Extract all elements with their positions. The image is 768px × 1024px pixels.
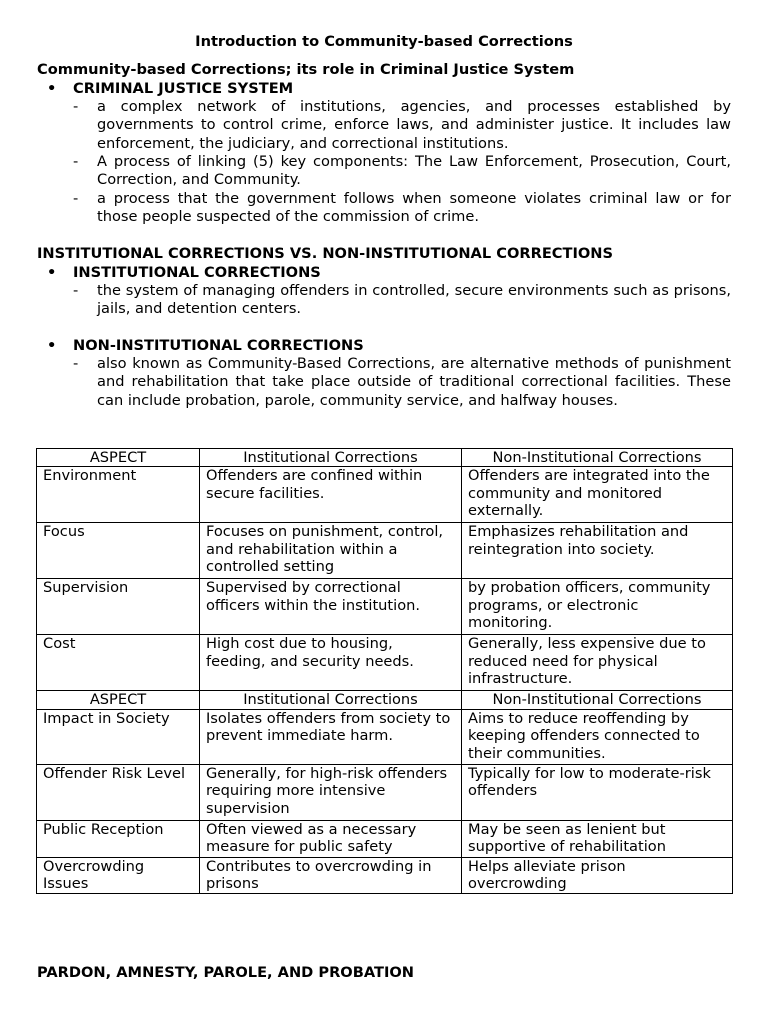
header-cell: Non-Institutional Corrections <box>462 691 733 709</box>
dash-icon: - <box>73 190 79 207</box>
bullet-label: NON-INSTITUTIONAL CORRECTIONS <box>73 337 364 354</box>
table-row <box>37 579 733 635</box>
table-cell: by probation officers, community programs, or electronic monitoring. <box>462 579 733 635</box>
table-cell: Focus <box>37 523 200 579</box>
bullet-label: CRIMINAL JUSTICE SYSTEM <box>73 80 294 97</box>
table-cell: Impact in Society <box>37 709 200 764</box>
bullet-institutional-corrections <box>47 264 321 281</box>
dash-icon: - <box>73 153 79 170</box>
document-title: Introduction to Community-based Corrections <box>195 33 573 50</box>
list-item-text: A process of linking (5) key components: The Law Enforcement, Prosecution, Court, Correction, and Community. <box>97 153 731 189</box>
bullet-icon: • <box>47 80 57 97</box>
list-item-text: a process that the government follows when someone violates criminal law or for those people suspected of the commission of crime. <box>97 190 731 226</box>
table-cell: Supervised by correctional officers within the institution. <box>200 579 462 635</box>
table-cell: Generally, for high-risk offenders requiring more intensive supervision <box>200 764 462 820</box>
dash-icon: - <box>73 355 79 372</box>
list-item-text: also known as Community-Based Corrections, are alternative methods of punishment and rehabilitation that take place outside of traditional correctional facilities. These can include probation, parole, community service, and halfway houses. <box>97 355 731 409</box>
table-cell: Often viewed as a necessary measure for public safety <box>200 820 462 857</box>
list-item <box>73 98 731 153</box>
header-cell: Institutional Corrections <box>200 449 462 467</box>
table-cell: Overcrowding Issues <box>37 857 200 893</box>
table-cell: Cost <box>37 635 200 691</box>
dash-icon: - <box>73 98 79 115</box>
table-header-row <box>37 449 733 467</box>
table-row <box>37 635 733 691</box>
table-row <box>37 709 733 764</box>
table-cell: Offenders are integrated into the community and monitored externally. <box>462 467 733 523</box>
list-item <box>73 190 731 227</box>
table-cell: Focuses on punishment, control, and rehabilitation within a controlled setting <box>200 523 462 579</box>
table-row <box>37 523 733 579</box>
list-item <box>73 282 731 319</box>
table-cell: Environment <box>37 467 200 523</box>
bullet-icon: • <box>47 264 57 281</box>
section3-heading: PARDON, AMNESTY, PAROLE, AND PROBATION <box>37 964 415 981</box>
table-row <box>37 857 733 893</box>
table-cell: Supervision <box>37 579 200 635</box>
table-cell: May be seen as lenient but supportive of rehabilitation <box>462 820 733 857</box>
table-cell: Generally, less expensive due to reduced need for physical infrastructure. <box>462 635 733 691</box>
bullet-non-institutional-corrections <box>47 337 364 354</box>
table-cell: Aims to reduce reoffending by keeping offenders connected to their communities. <box>462 709 733 764</box>
table-header-row <box>37 691 733 709</box>
header-cell: Non-Institutional Corrections <box>462 449 733 467</box>
dash-icon: - <box>73 282 79 299</box>
table-row <box>37 820 733 857</box>
header-cell: ASPECT <box>37 691 200 709</box>
table-cell: Emphasizes rehabilitation and reintegration into society. <box>462 523 733 579</box>
list-item <box>73 153 731 190</box>
section2-heading: INSTITUTIONAL CORRECTIONS VS. NON-INSTITUTIONAL CORRECTIONS <box>37 245 614 262</box>
bullet-criminal-justice-system <box>47 80 293 97</box>
bullet-label: INSTITUTIONAL CORRECTIONS <box>73 264 321 281</box>
header-cell: ASPECT <box>37 449 200 467</box>
table-cell: Public Reception <box>37 820 200 857</box>
table-row <box>37 467 733 523</box>
table-row <box>37 764 733 820</box>
table-cell: High cost due to housing, feeding, and security needs. <box>200 635 462 691</box>
bullet-icon: • <box>47 337 57 354</box>
list-item-text: a complex network of institutions, agencies, and processes established by governments to control crime, enforce laws, and administer justice. It includes law enforcement, the judiciary, and correctional institutions. <box>97 98 731 152</box>
table-cell: Typically for low to moderate-risk offenders <box>462 764 733 820</box>
table-cell: Offenders are confined within secure facilities. <box>200 467 462 523</box>
table-cell: Helps alleviate prison overcrowding <box>462 857 733 893</box>
header-cell: Institutional Corrections <box>200 691 462 709</box>
table-cell: Contributes to overcrowding in prisons <box>200 857 462 893</box>
table-cell: Offender Risk Level <box>37 764 200 820</box>
list-item-text: the system of managing offenders in controlled, secure environments such as prisons, jails, and detention centers. <box>97 282 731 318</box>
list-item <box>73 355 731 410</box>
section1-heading: Community-based Corrections; its role in Criminal Justice System <box>37 61 575 78</box>
comparison-table <box>36 448 733 894</box>
table-cell: Isolates offenders from society to prevent immediate harm. <box>200 709 462 764</box>
